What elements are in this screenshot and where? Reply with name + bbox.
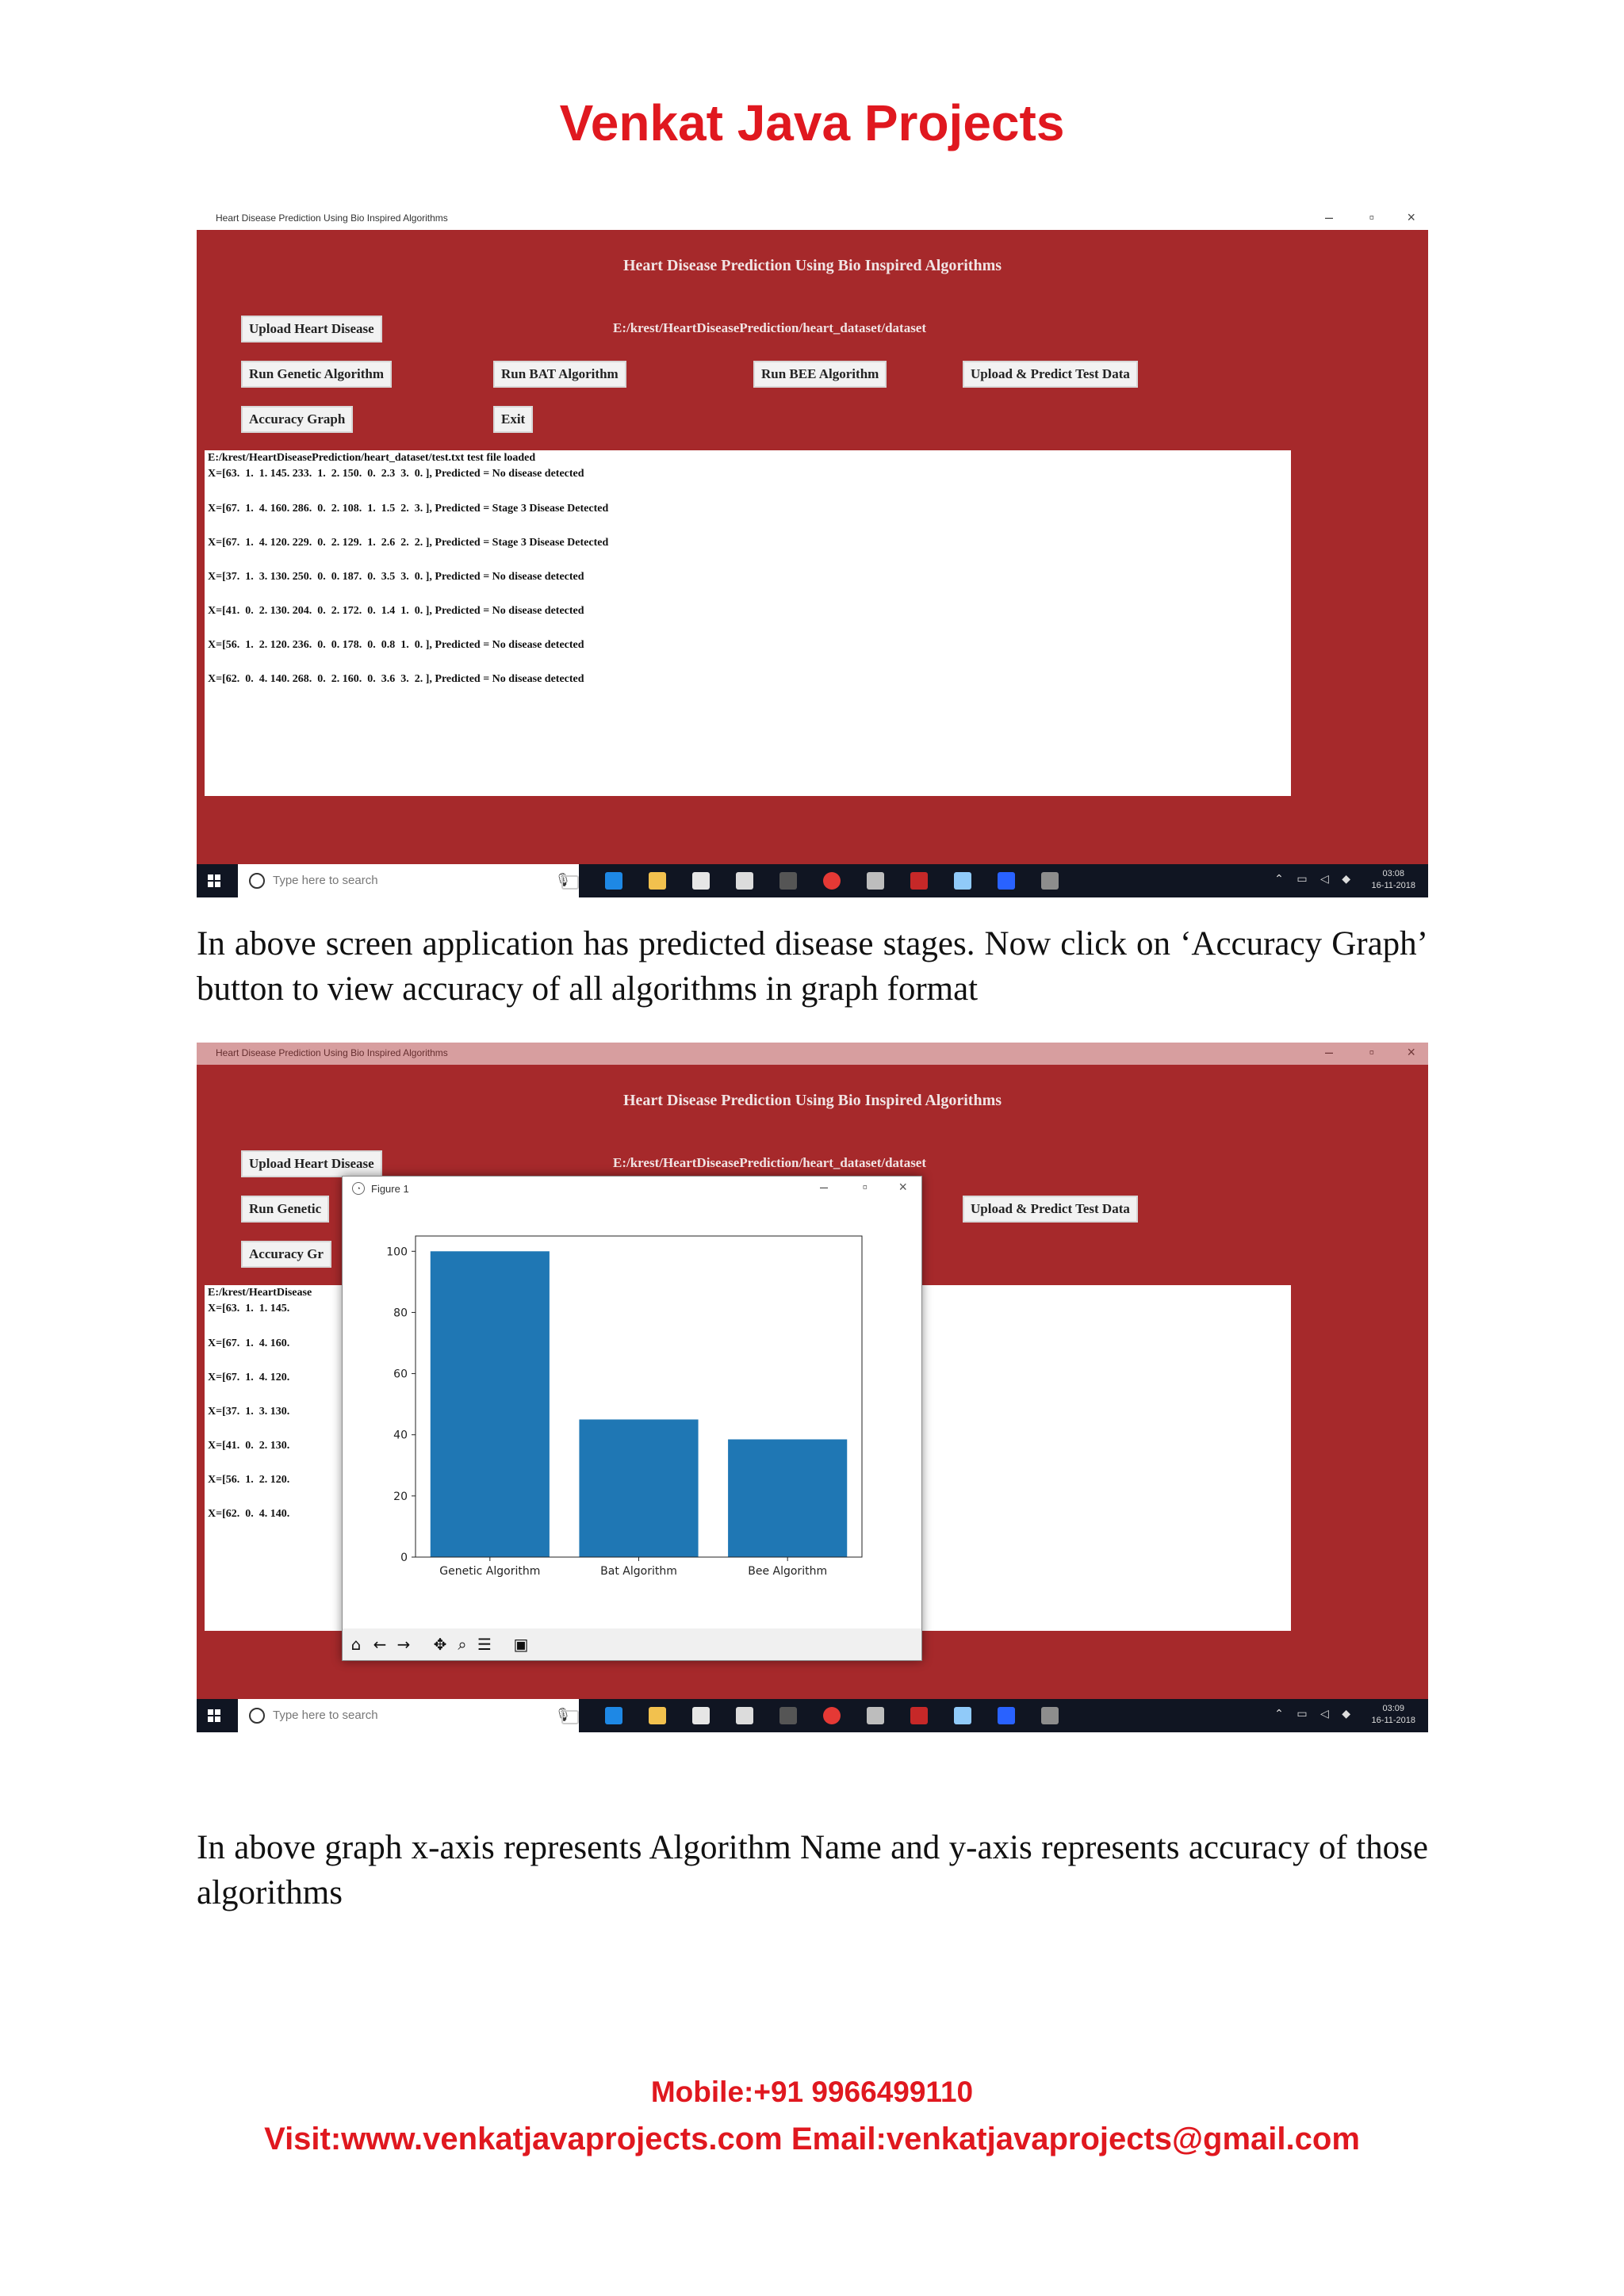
output-line: X=[37. 1. 3. 130. 250. 0. 0. 187. 0. 3.5 3. 0. ], Predicted = No disease detected [208,571,584,583]
figure-toolbar [343,1628,921,1660]
forward-arrow-icon[interactable]: → [396,1635,411,1654]
output-line: X=[67. 1. 4. 160. [208,1337,290,1349]
back-arrow-icon[interactable]: ← [373,1635,387,1654]
maximize-icon[interactable]: ▫ [1369,209,1374,225]
output-line: X=[37. 1. 3. 130. [208,1406,290,1418]
run-bat-algorithm-button[interactable]: Run BAT Algorithm [493,361,626,388]
window-title: Heart Disease Prediction Using Bio Inspired Algorithms [216,212,448,224]
y-tick-label: 100 [386,1246,408,1259]
configure-subplots-icon[interactable]: ☰ [477,1635,492,1654]
microphone-icon[interactable]: 🎙 [554,1709,571,1722]
run-genetic-algorithm-button[interactable]: Run Genetic [241,1196,329,1223]
minimize-icon[interactable]: – [1324,1044,1333,1060]
zoom-icon[interactable]: ⌕ [458,1635,467,1654]
output-line: X=[63. 1. 1. 145. [208,1303,290,1314]
terminal-icon[interactable] [779,1707,797,1724]
app-icon[interactable] [954,872,971,890]
figure-window[interactable] [342,1176,922,1661]
output-line: E:/krest/HeartDiseasePrediction/heart_dataset/test.txt test file loaded [208,452,536,464]
taskbar-clock[interactable] [1372,1703,1415,1727]
bar [728,1440,847,1558]
output-line: X=[67. 1. 4. 160. 286. 0. 2. 108. 1. 1.5 2. 3. ], Predicted = Stage 3 Disease Detected [208,503,609,515]
y-tick-label: 60 [393,1368,408,1381]
file-explorer-icon[interactable] [649,872,666,890]
python-icon[interactable] [1041,1707,1059,1724]
word-icon[interactable] [998,872,1015,890]
page-header-title: Venkat Java Projects [559,94,1065,151]
mail-icon[interactable] [736,1707,753,1724]
x-tick-label: Bat Algorithm [600,1565,677,1578]
upload-predict-test-data-button[interactable]: Upload & Predict Test Data [963,1196,1138,1223]
edge-browser-icon[interactable] [605,872,622,890]
windows-taskbar [197,864,1428,897]
close-icon[interactable]: × [1407,1044,1415,1060]
output-line: X=[62. 0. 4. 140. [208,1508,290,1520]
taskbar-search-box[interactable] [238,1699,579,1732]
app-icon[interactable] [910,872,928,890]
system-tray-icons[interactable]: ⌃ ▭ ◁ ◆ [1274,1708,1355,1720]
app-heading: Heart Disease Prediction Using Bio Inspired Algorithms [622,1092,1002,1109]
output-line: X=[63. 1. 1. 145. 233. 1. 2. 150. 0. 2.3 3. 0. ], Predicted = No disease detected [208,468,584,480]
search-placeholder: Type here to search [273,874,378,887]
output-line: X=[62. 0. 4. 140. 268. 0. 2. 160. 0. 3.6 3. 2. ], Predicted = No disease detected [208,673,584,685]
clock-time: 03:08 [1382,869,1405,878]
task-view-icon[interactable] [561,875,579,890]
footer-mobile: Mobile:+91 9966499110 [650,2076,974,2108]
dataset-path-label: E:/krest/HeartDiseasePrediction/heart_dataset/dataset [613,320,927,335]
app-icon[interactable] [910,1707,928,1724]
exit-button[interactable]: Exit [493,406,533,433]
clock-date: 16-11-2018 [1371,1716,1415,1725]
python-icon[interactable] [1041,872,1059,890]
upload-predict-test-data-button[interactable]: Upload & Predict Test Data [963,361,1138,388]
figure-titlebar [343,1177,921,1200]
mail-icon[interactable] [736,872,753,890]
bar [579,1419,698,1557]
upload-heart-disease-button[interactable]: Upload Heart Disease [241,1150,382,1177]
clock-time: 03:09 [1382,1704,1405,1713]
word-icon[interactable] [998,1707,1015,1724]
windows-taskbar [197,1699,1428,1732]
search-icon [249,873,265,889]
close-icon[interactable]: × [898,1179,907,1195]
bar-chart [343,1200,921,1628]
bar [431,1251,550,1557]
system-tray-icons[interactable]: ⌃ ▭ ◁ ◆ [1274,873,1355,886]
dataset-path-label: E:/krest/HeartDiseasePrediction/heart_dataset/dataset [613,1155,927,1170]
window-title: Heart Disease Prediction Using Bio Inspired Algorithms [216,1047,448,1058]
home-icon[interactable]: ⌂ [350,1635,362,1654]
app-icon[interactable] [867,1707,884,1724]
close-icon[interactable]: × [1407,209,1415,225]
store-icon[interactable] [692,872,710,890]
clock-date: 16-11-2018 [1371,881,1415,890]
store-icon[interactable] [692,1707,710,1724]
window-titlebar [197,208,1428,230]
y-tick-label: 20 [393,1490,408,1503]
run-genetic-algorithm-button[interactable]: Run Genetic Algorithm [241,361,392,388]
chrome-icon[interactable] [823,1707,841,1724]
save-icon[interactable]: ▣ [513,1635,529,1654]
output-text-area[interactable] [205,450,1291,796]
y-tick-label: 40 [393,1429,408,1442]
file-explorer-icon[interactable] [649,1707,666,1724]
taskbar-clock[interactable] [1372,868,1415,892]
output-line: X=[56. 1. 2. 120. 236. 0. 0. 178. 0. 0.8 1. 0. ], Predicted = No disease detected [208,639,584,651]
taskbar-search-box[interactable] [238,864,579,897]
minimize-icon[interactable]: – [1324,209,1333,225]
figure-title: Figure 1 [371,1183,409,1195]
pan-icon[interactable]: ✥ [433,1635,447,1654]
body-paragraph: In above graph x-axis represents Algorithm Name and y-axis represents accuracy of those algorithms [197,1829,1428,1911]
terminal-icon[interactable] [779,872,797,890]
app-icon[interactable] [954,1707,971,1724]
output-line: X=[67. 1. 4. 120. [208,1372,290,1383]
maximize-icon[interactable]: ▫ [1369,1044,1374,1060]
window-titlebar [197,1043,1428,1065]
maximize-icon[interactable]: ▫ [862,1179,868,1195]
figure-app-icon: ◔ [352,1182,365,1195]
output-line: X=[56. 1. 2. 120. [208,1474,290,1486]
windows-start-icon[interactable] [208,874,220,887]
search-icon [249,1708,265,1724]
screenshot-app-predictions [197,208,1428,897]
y-tick-label: 80 [393,1307,408,1320]
chrome-icon[interactable] [823,872,841,890]
minimize-icon[interactable]: – [819,1179,828,1195]
edge-browser-icon[interactable] [605,1707,622,1724]
task-view-icon[interactable] [561,1710,579,1724]
output-line: X=[41. 0. 2. 130. [208,1440,290,1452]
accuracy-graph-button[interactable]: Accuracy Gr [241,1241,331,1268]
app-heading: Heart Disease Prediction Using Bio Inspired Algorithms [622,257,1002,274]
search-placeholder: Type here to search [273,1709,378,1722]
output-line: X=[67. 1. 4. 120. 229. 0. 2. 129. 1. 2.6 2. 2. ], Predicted = Stage 3 Disease Detected [208,537,609,549]
app-icon[interactable] [867,872,884,890]
accuracy-graph-button[interactable]: Accuracy Graph [241,406,353,433]
run-bee-algorithm-button[interactable]: Run BEE Algorithm [753,361,887,388]
body-paragraph: In above screen application has predicted disease stages. Now click on ‘Accuracy Graph’ button to view accuracy of all algorithms in graph format [197,925,1428,1008]
output-line: E:/krest/HeartDisease [208,1287,312,1299]
microphone-icon[interactable]: 🎙 [554,874,571,887]
windows-start-icon[interactable] [208,1709,220,1722]
screenshot-accuracy-graph [197,1043,1428,1732]
output-line: X=[41. 0. 2. 130. 204. 0. 2. 172. 0. 1.4 1. 0. ], Predicted = No disease detected [208,605,584,617]
upload-heart-disease-button[interactable]: Upload Heart Disease [241,316,382,342]
y-tick-label: 0 [400,1552,408,1564]
footer-contact: Visit:www.venkatjavaprojects.com Email:venkatjavaprojects@gmail.com [264,2122,1360,2156]
x-tick-label: Genetic Algorithm [439,1565,541,1578]
x-tick-label: Bee Algorithm [748,1565,828,1578]
